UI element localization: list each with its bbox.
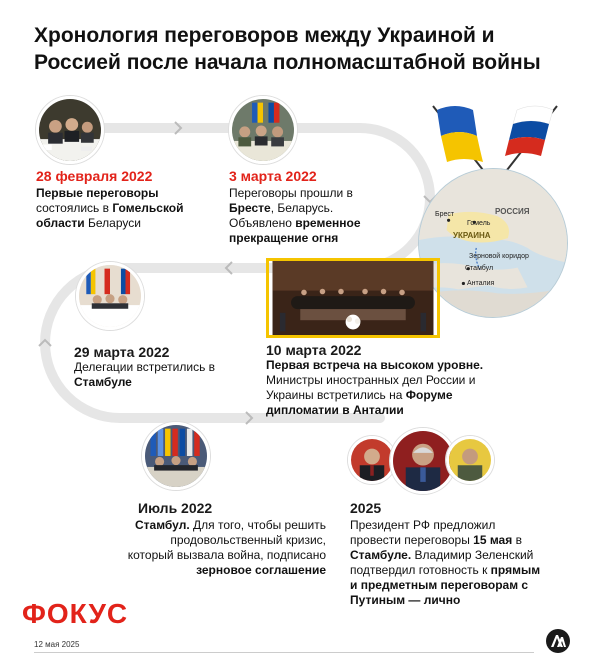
leader-photo-right: [446, 436, 494, 484]
event-photo-5: [142, 422, 210, 490]
event-date-4: 29 марта 2022: [74, 344, 170, 360]
russia-flag-icon: [505, 106, 557, 170]
event-desc-5: [126, 518, 326, 578]
body-text: Владимир Зеленский подтвердил готовность к: [350, 548, 534, 577]
event-desc-3: [266, 358, 486, 418]
map-label-antalya: Анталия: [467, 280, 495, 287]
event-date-1: 28 февраля 2022: [36, 168, 153, 184]
event-photo-3: [266, 258, 440, 338]
map-label-istanbul: Стамбул: [465, 265, 494, 272]
body-text: Переговоры прошли в: [229, 186, 353, 200]
emphasis-text: Первые переговоры: [36, 186, 159, 200]
map-label-gomel: Гомель: [467, 220, 491, 227]
emphasis-text: Форуме дипломатии в Анталии: [266, 388, 453, 417]
body-text: Для того, чтобы решить продовольственный кризис, который вызвала война, подписано: [127, 518, 326, 562]
region-map: [418, 168, 568, 318]
event-date-6: 2025: [350, 500, 382, 516]
event-photo-2: [229, 96, 297, 164]
body-text: Беларуси: [84, 216, 141, 230]
emphasis-text: временное прекращение огня: [229, 216, 361, 245]
emphasis-text: зерновое соглашение: [196, 563, 326, 577]
emphasis-text: Первая встреча на высоком уровне.: [266, 358, 484, 372]
emphasis-text: Стамбуле.: [350, 548, 412, 562]
emphasis-text: прямым и предметным переговорам с Путиным — лично: [350, 563, 541, 607]
map-label-corridor: Зерновой коридор: [469, 253, 529, 260]
emphasis-text: Стамбуле: [74, 375, 132, 389]
emphasis-text: Гомельской области: [36, 201, 184, 230]
body-text: Делегации встретились в: [74, 360, 216, 374]
footer-date: 12 мая 2025: [34, 640, 80, 649]
leader-photo-left: [348, 436, 396, 484]
event-photo-1: [36, 96, 104, 164]
emphasis-text: 15 мая: [473, 533, 513, 547]
emphasis-text: Стамбул.: [134, 518, 190, 532]
event-photo-4: [76, 262, 144, 330]
body-text: , Беларусь. Объявлено: [229, 201, 334, 230]
event-desc-1: [36, 186, 186, 231]
event-desc-4: [74, 360, 224, 390]
aa-agency-icon: [545, 628, 571, 654]
page-title: Хронология переговоров между Украиной и Россией после начала полномасштабной войны: [34, 24, 541, 74]
ukraine-flag-icon: [433, 106, 483, 170]
map-label-russia: РОССИЯ: [495, 207, 530, 216]
event-desc-6: [350, 518, 546, 608]
brand-logo: ФОКУС: [22, 598, 129, 629]
event-date-5: Июль 2022: [138, 500, 213, 516]
map-label-brest: Брест: [435, 211, 455, 218]
body-text: в: [512, 533, 522, 547]
footer-divider: [34, 652, 534, 653]
emphasis-text: Бресте: [229, 201, 271, 215]
event-date-2: 3 марта 2022: [229, 168, 317, 184]
body-text: Министры иностранных дел России и Украины встретились на: [266, 373, 476, 402]
event-date-3: 10 марта 2022: [266, 342, 362, 358]
event-desc-2: [229, 186, 364, 246]
map-label-ukraine: УКРАИНА: [453, 231, 491, 240]
body-text: Президент РФ предложил провести переговоры: [350, 518, 496, 547]
body-text: состоялись в: [36, 201, 113, 215]
